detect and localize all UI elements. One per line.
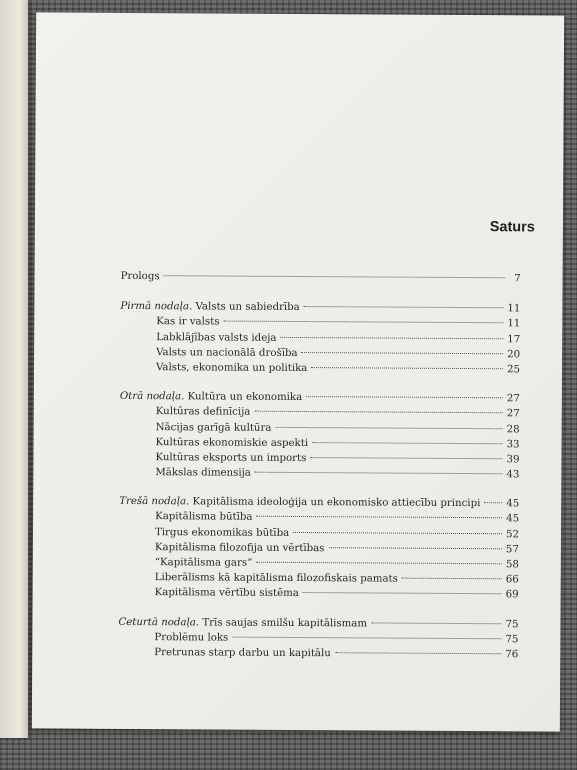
toc-label: Kultūras ekonomiskie aspekti [155, 436, 309, 449]
dot-leader [232, 636, 501, 639]
toc-label: Mākslas dimensija [155, 467, 251, 479]
toc-page-number: 66 [505, 574, 519, 586]
toc-label: Kultūras eksports un imports [155, 452, 307, 464]
toc-page-number: 45 [506, 498, 520, 510]
chapter-prefix: Otrā nodaļa. [119, 391, 185, 403]
toc-label: Kas ir valsts [156, 316, 220, 328]
toc-label: Kapitālisma vērtību sistēma [154, 587, 299, 600]
toc-page-number: 27 [506, 408, 520, 420]
toc-label: Kultūras definīcija [155, 406, 251, 419]
toc-page-number: 52 [506, 528, 520, 540]
dot-leader [311, 367, 503, 369]
toc-label: Labklājības valsts ideja [156, 331, 277, 344]
chapter-prefix: Trešā nodaļa. [119, 496, 190, 508]
toc-page-number: 75 [505, 618, 519, 630]
toc-label: Valsts, ekonomika un politika [155, 362, 308, 374]
toc-label: Liberālisms kā kapitālisma filozofiskais pamats [154, 572, 398, 585]
toc-page-number: 25 [507, 364, 521, 376]
toc-page-number: 27 [506, 393, 520, 405]
chapter-title: Kultūra un ekonomika [187, 391, 303, 404]
dot-leader [256, 562, 502, 565]
chapter-prefix: Ceturtā nodaļa. [118, 616, 200, 628]
dot-leader [312, 442, 503, 444]
chapter-prefix: Pirmā nodaļa. [120, 301, 193, 313]
dot-leader [302, 352, 504, 354]
toc-page-number: 45 [506, 513, 520, 525]
dot-leader [275, 426, 502, 428]
previous-page-edge [0, 0, 28, 738]
dot-leader [328, 547, 502, 549]
toc-page-number: 57 [505, 544, 519, 556]
dot-leader [254, 411, 502, 414]
toc-page-number: 75 [505, 634, 519, 646]
toc-page-number: 58 [505, 559, 519, 571]
toc-page-number: 43 [506, 469, 520, 481]
toc-label: Prologs [120, 270, 160, 283]
dot-leader [303, 592, 502, 594]
dot-leader [255, 472, 503, 475]
toc-page-number: 11 [507, 303, 521, 315]
toc-page-number: 28 [506, 423, 520, 435]
toc-label: Pretrunas starp darbu un kapitālu [154, 647, 331, 660]
dot-leader [257, 516, 503, 519]
toc-label: Valsts un nacionālā drošība [156, 346, 298, 359]
dot-leader [371, 622, 501, 624]
chapter-title: Trīs saujas smilšu kapitālismam [202, 616, 368, 629]
book-page [32, 12, 564, 731]
dot-leader [335, 652, 501, 654]
table-of-contents [118, 271, 520, 665]
chapter-title: Valsts un sabiedrība [195, 301, 300, 314]
dot-leader [310, 457, 502, 459]
dot-leader [484, 502, 502, 503]
dot-leader [223, 321, 503, 324]
toc-label: Nācijas garīgā kultūra [155, 421, 272, 434]
toc-label: Tirgus ekonomikas būtība [154, 526, 290, 539]
toc-label: “Kapitālisma gars” [154, 557, 253, 569]
toc-section [118, 647, 518, 665]
dot-leader [306, 396, 503, 398]
dot-leader [164, 275, 505, 278]
toc-page-number: 69 [505, 589, 519, 601]
page-title: Saturs [489, 219, 535, 236]
toc-page-number: 33 [506, 438, 520, 451]
toc-page-number: 17 [507, 333, 521, 345]
toc-label: Problēmu loks [154, 631, 229, 644]
dot-leader [402, 578, 502, 580]
dot-leader [304, 306, 504, 308]
toc-label: Kapitālisma filozofija un vērtības [154, 541, 325, 554]
toc-page-number: 20 [507, 349, 521, 361]
dot-leader [293, 532, 502, 534]
dot-leader [280, 336, 503, 338]
toc-label: Kapitālisma būtība [155, 511, 253, 524]
toc-page-number: 11 [507, 318, 521, 330]
chapter-title: Kapitālisma ideoloģija un ekonomisko attiecību principi [192, 496, 481, 510]
toc-page-number: 39 [506, 454, 520, 466]
toc-page-number: 76 [505, 649, 519, 661]
toc-page-number: 7 [514, 273, 521, 285]
